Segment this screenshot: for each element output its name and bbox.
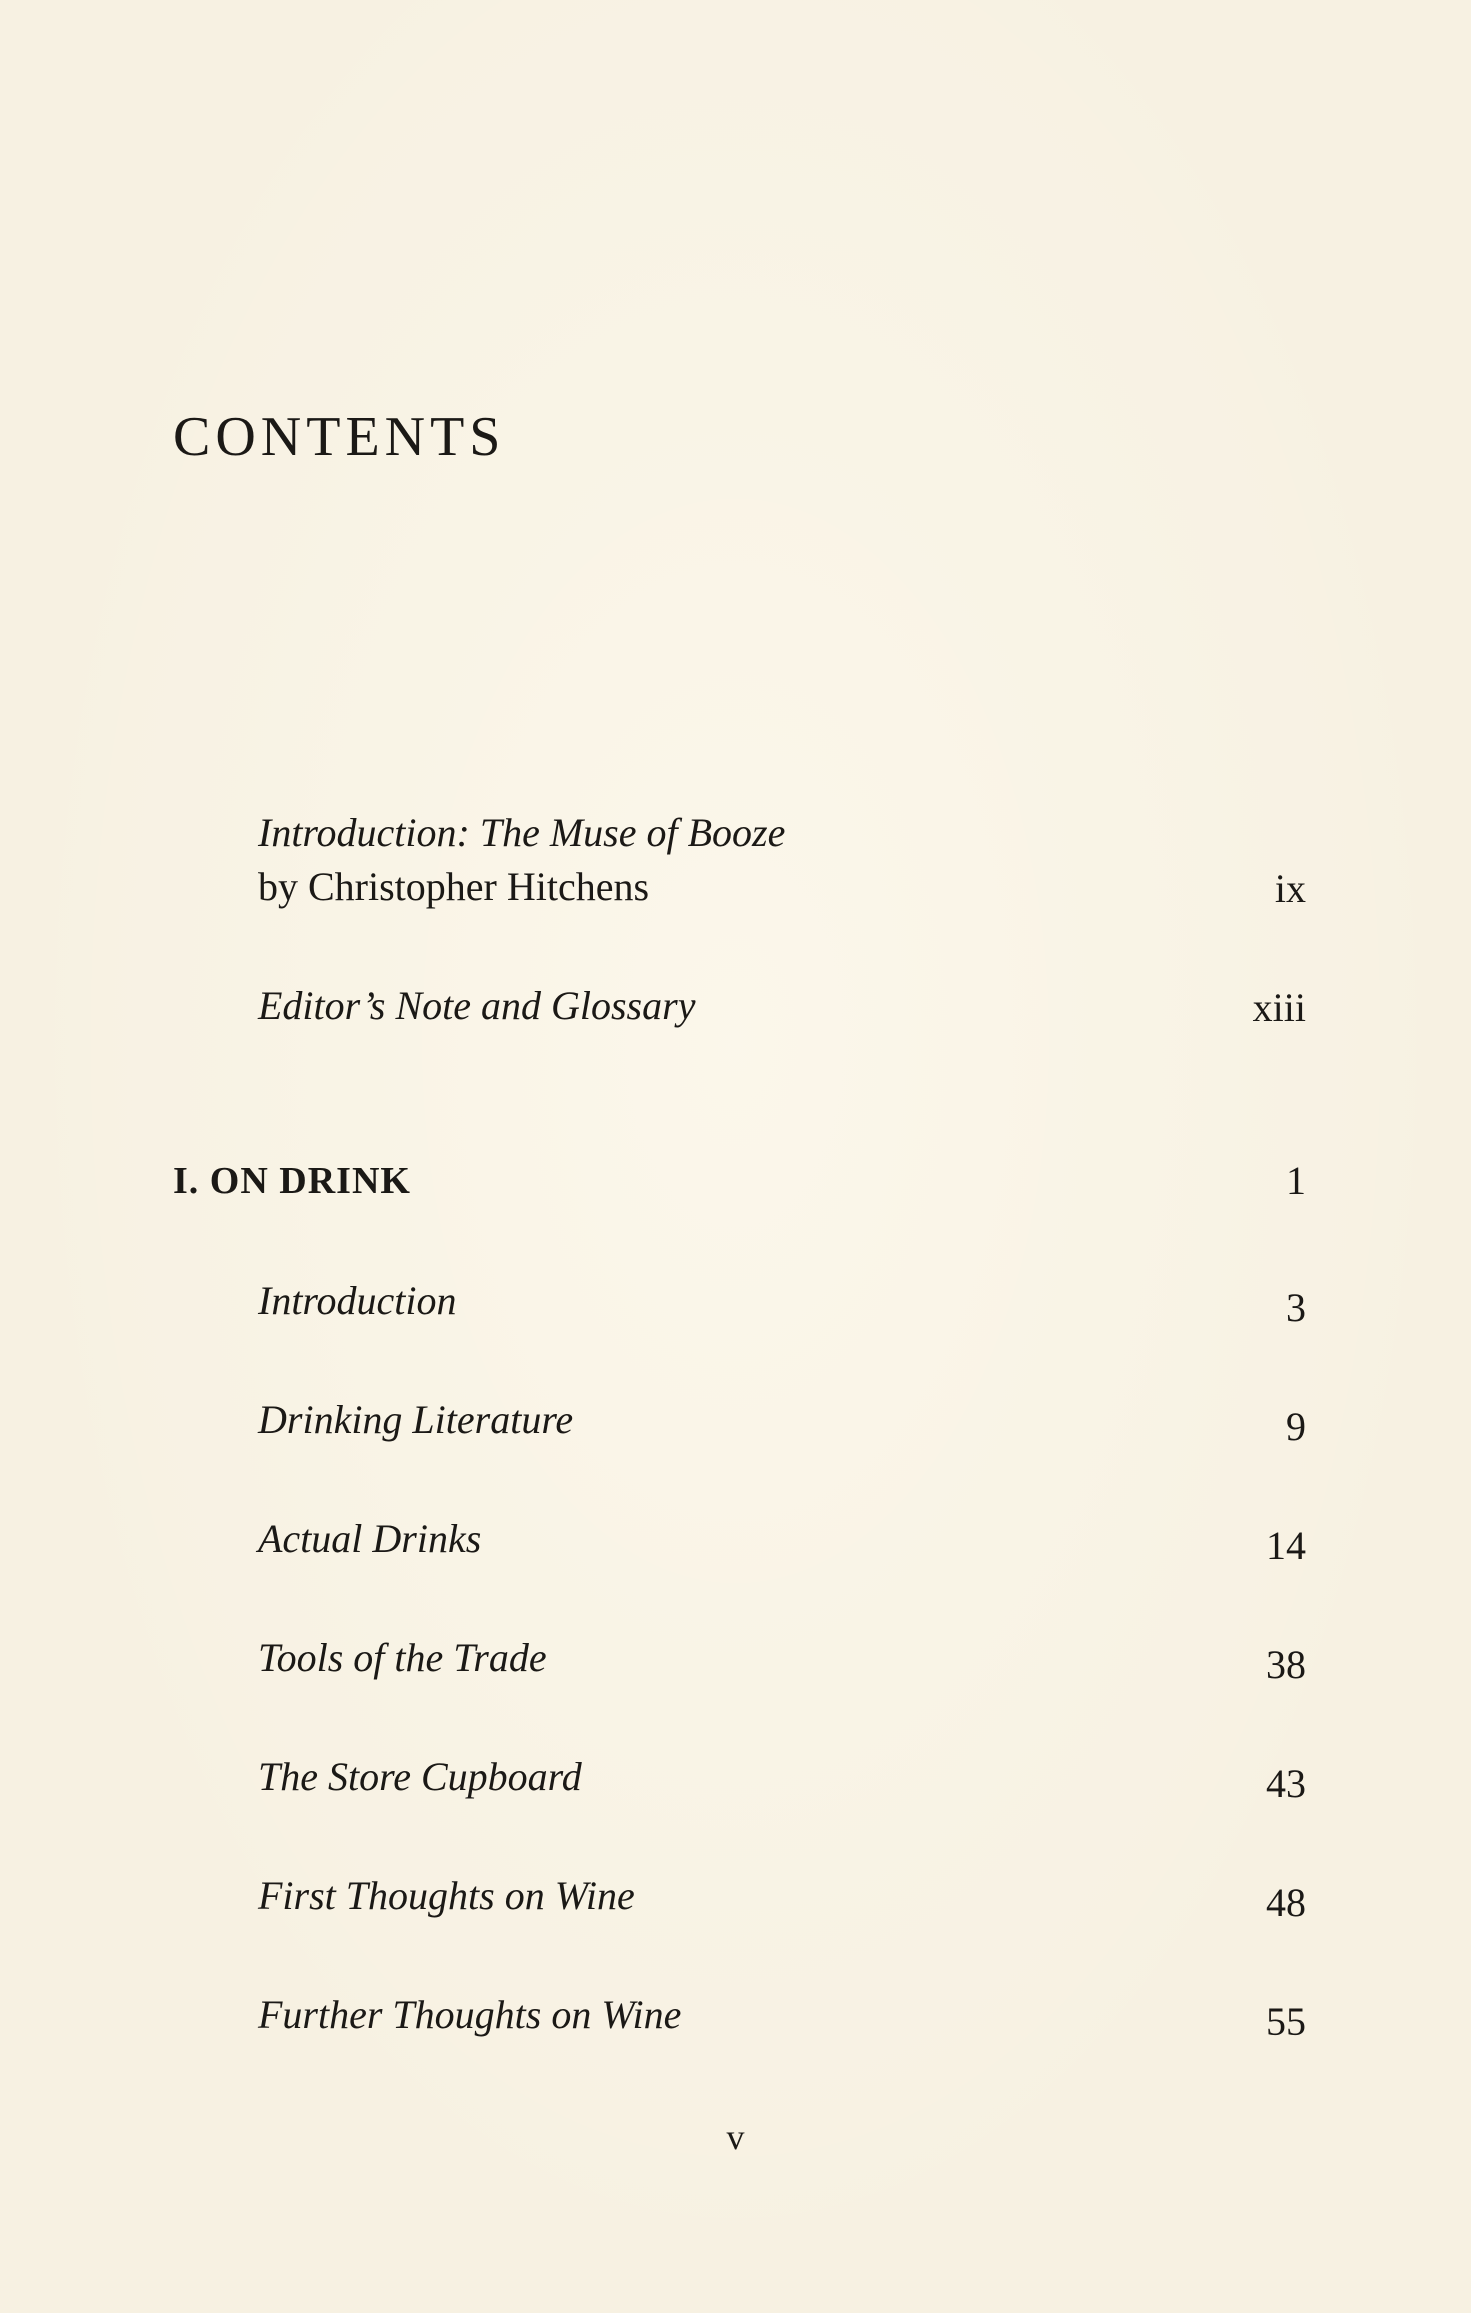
toc-entry-title: The Store Cupboard [258, 1754, 582, 1799]
section-title: I. ON DRINK [173, 1160, 411, 1202]
toc-page-number: 9 [1286, 1404, 1306, 1449]
toc-page-number: 14 [1266, 1523, 1306, 1568]
toc-entry-title: First Thoughts on Wine [258, 1873, 635, 1918]
page-folio: v [726, 2117, 745, 2157]
toc-entry-title: Editor’s Note and Glossary [258, 983, 696, 1028]
toc-page-number: 55 [1266, 1999, 1306, 2044]
toc-page-number: 38 [1266, 1642, 1306, 1687]
toc-page-number: 3 [1286, 1285, 1306, 1330]
toc-page-number: ix [1274, 866, 1306, 911]
toc-entry-byline: by Christopher Hitchens [258, 864, 650, 909]
toc-entry-title: Tools of the Trade [258, 1635, 547, 1680]
section-page-number: 1 [1286, 1158, 1306, 1203]
toc-entry-title: Introduction: The Muse of Booze [258, 810, 786, 855]
toc-page-number: 43 [1266, 1761, 1306, 1806]
toc-entry-title: Introduction [258, 1278, 457, 1323]
contents-heading: CONTENTS [173, 406, 506, 468]
toc-entry-title: Actual Drinks [258, 1516, 482, 1561]
toc-entry-title: Further Thoughts on Wine [258, 1992, 682, 2037]
toc-page-number: 48 [1266, 1880, 1306, 1925]
toc-page-number: xiii [1252, 985, 1306, 1030]
toc-entry-title: Drinking Literature [258, 1397, 574, 1442]
